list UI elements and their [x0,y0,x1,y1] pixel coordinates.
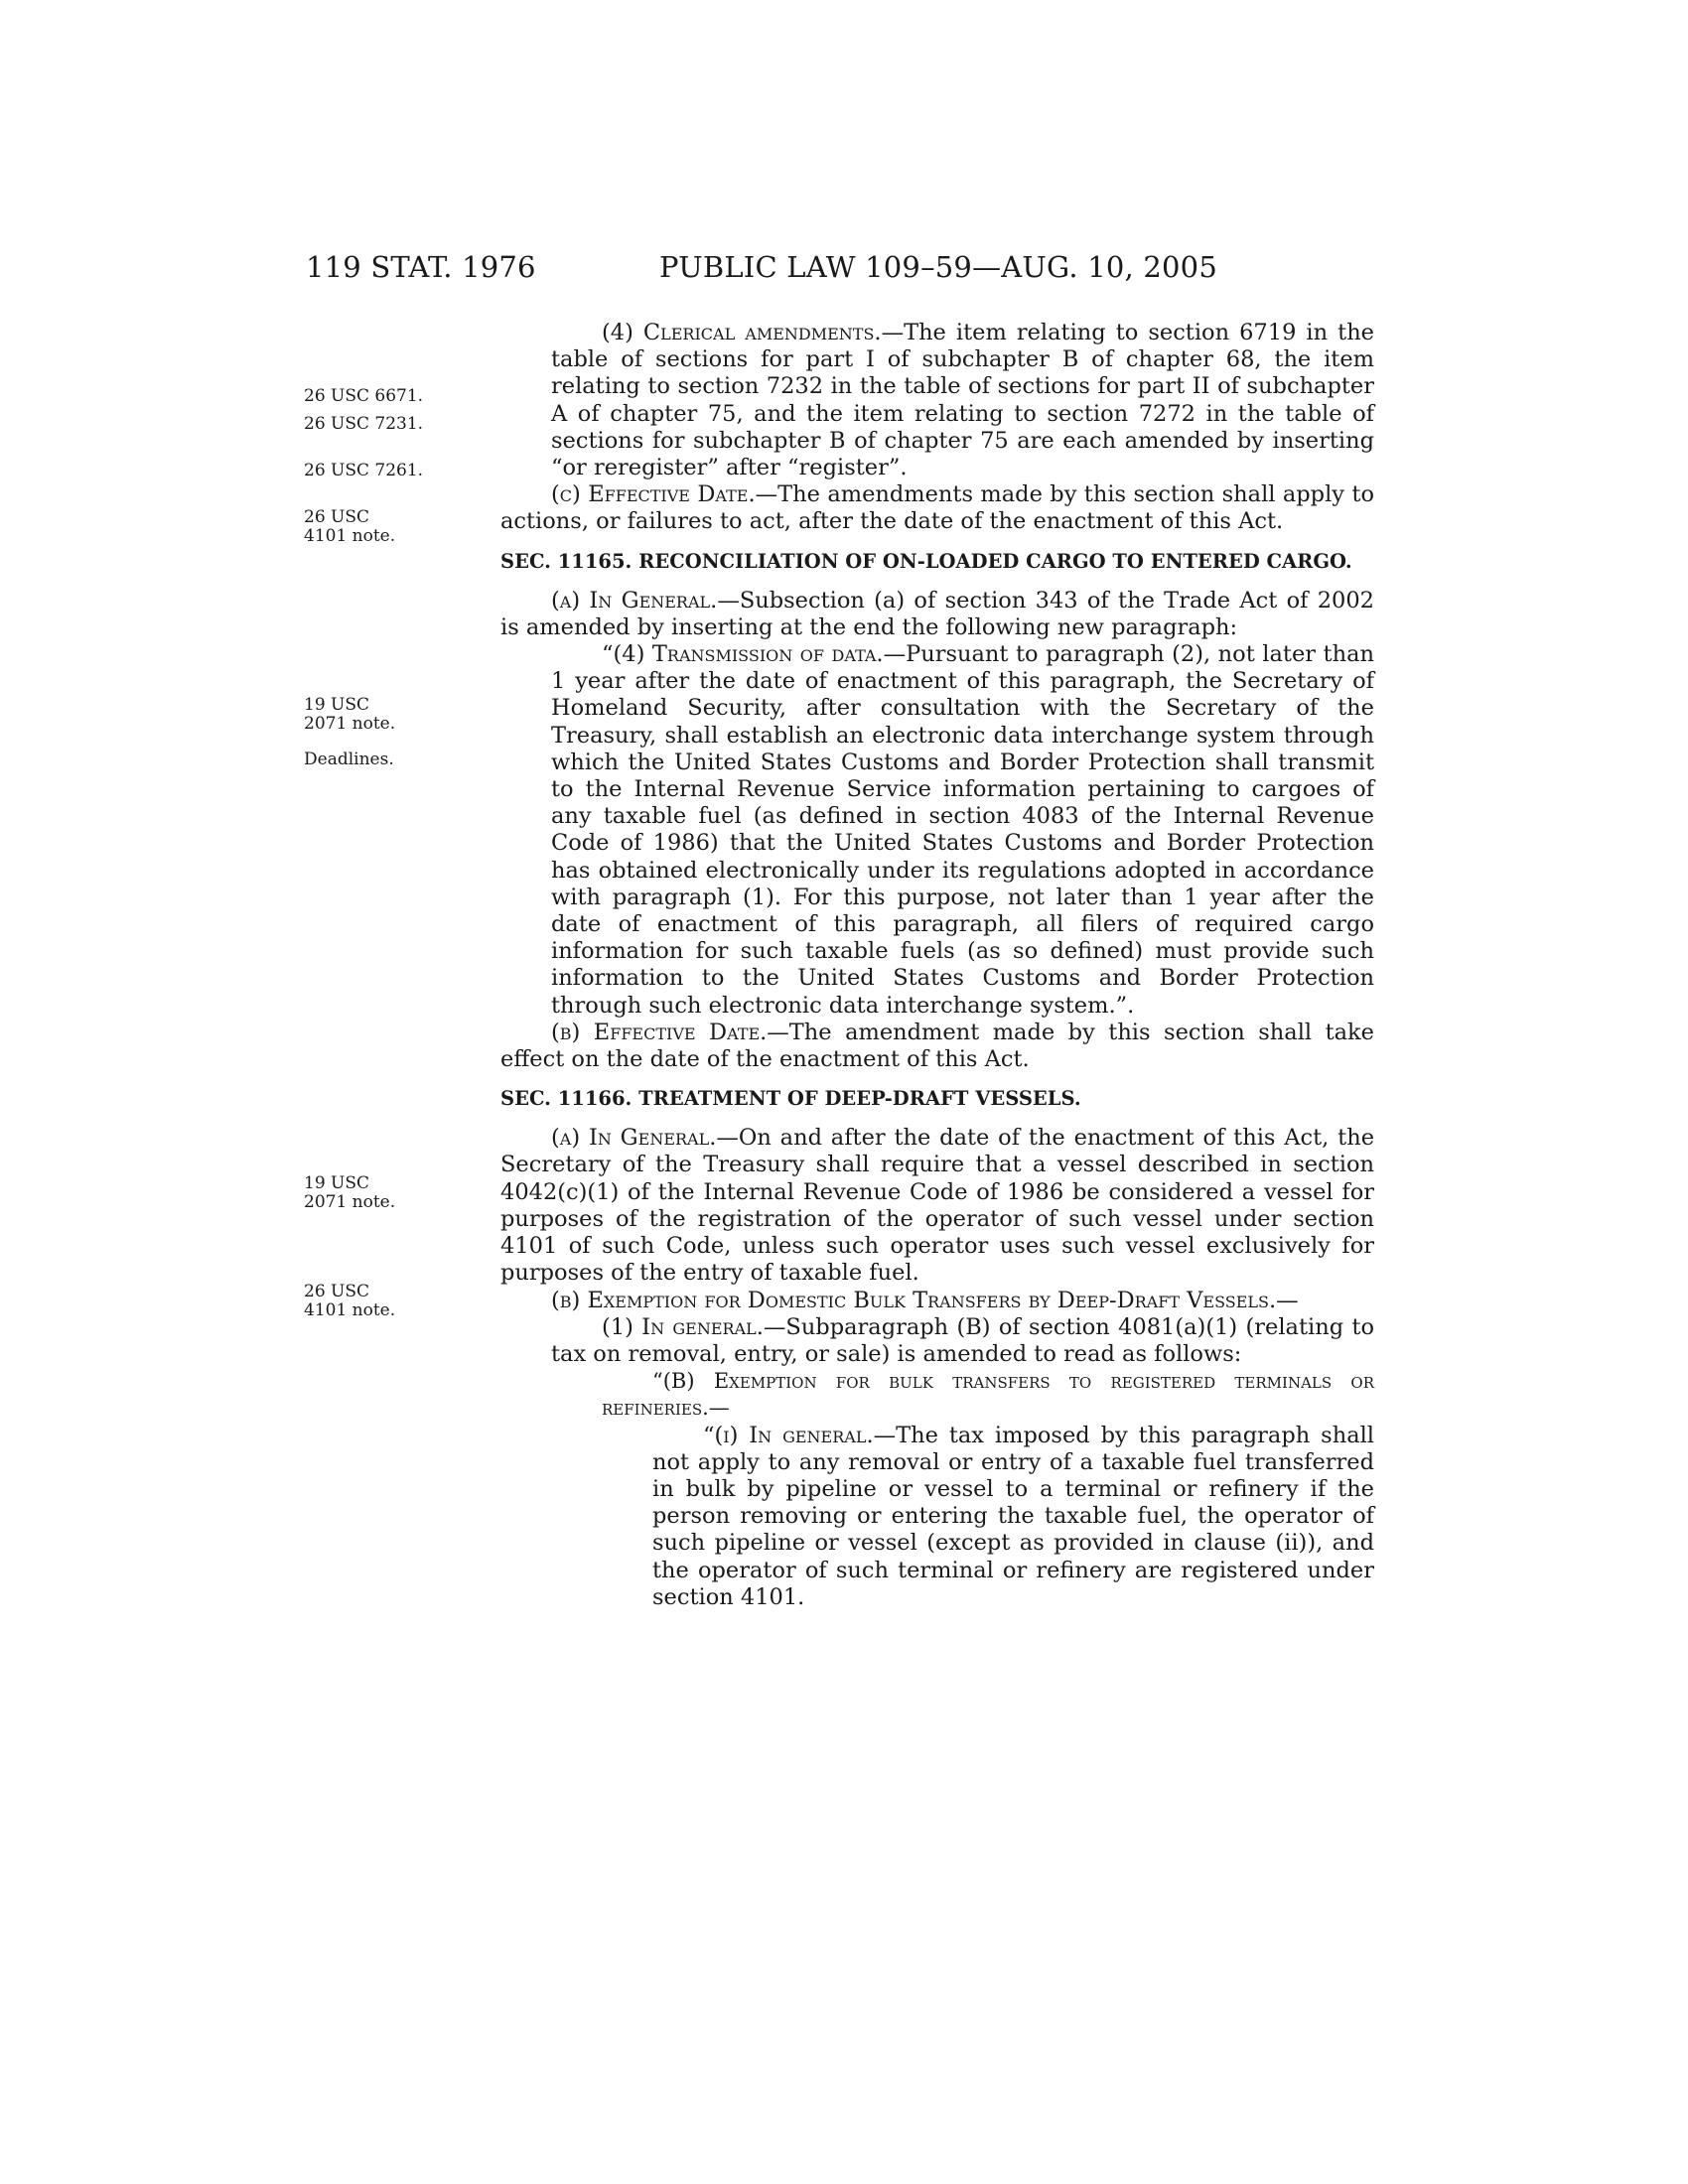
section-heading-11165: SEC. 11165. RECONCILIATION OF ON-LOADED CARGO TO ENTERED CARGO. [500,549,1352,573]
margin-note: 19 USC 2071 note. [304,695,396,734]
paragraph-in-general-a: (a) In General.—Subsection (a) of section 343 of the Trade Act of 2002 is amended by inserting at the end the following new paragraph: [500,587,1374,640]
statute-page-reference: 119 STAT. 1976 [306,250,536,284]
paragraph-exemption-bulk-transfers: “(B) Exemption for bulk transfers to registered terminals or refineries.— [602,1369,1374,1421]
paragraph-in-general-i: “(i) In general.—The tax imposed by this paragraph shall not apply to any removal or entry of a taxable fuel transferred in bulk by pipeline or vessel to a terminal or refinery if the person removing or entering the taxable fuel, the operator of such pipeline or vessel (except as provided in clause (ii)), and the operator of such terminal or refinery are registered under section 4101. [652,1422,1375,1610]
paragraph-in-general-1: (1) In general.—Subparagraph (B) of section 4081(a)(1) (relating to tax on removal, entry, or sale) is amended to read as follows: [551,1313,1374,1367]
margin-note: 19 USC 2071 note. [304,1173,396,1212]
page-header [0,250,1688,290]
paragraph-exemption-domestic-bulk: (b) Exemption for Domestic Bulk Transfers by Deep-Draft Vessels.— [551,1287,1299,1313]
document-body [500,320,1374,1611]
section-heading-11166: SEC. 11166. TREATMENT OF DEEP-DRAFT VESSELS. [500,1087,1081,1111]
paragraph-effective-date-b: (b) Effective Date.—The amendment made by this section shall take effect on the date of the enactment of this Act. [500,1019,1374,1073]
margin-note: 26 USC 7261. [304,461,424,480]
paragraph-clerical-amendments: (4) Clerical amendments.—The item relating to section 6719 in the table of sections for part I of subchapter B of chapter 68, the item relating to section 7232 in the table of sections for part II of subchapter A of chapter 75, and the item relating to section 7272 in the table of sections for subchapter B of chapter 75 are each amended by inserting “or reregister” after “register”. [551,320,1374,481]
paragraph-in-general-deep-draft: (a) In General.—On and after the date of the enactment of this Act, the Secretary of the Treasury shall require that a vessel described in section 4042(c)(1) of the Internal Revenue Code of 1986 be considered a vessel for purposes of the registration of the operator of such vessel under section 4101 of such Code, unless such operator uses such vessel exclusively for purposes of the entry of taxable fuel. [500,1125,1375,1287]
margin-note: 26 USC 4101 note. [304,507,396,546]
paragraph-transmission-of-data: “(4) Transmission of data.—Pursuant to paragraph (2), not later than 1 year after the date of enactment of this paragraph, the Secretary of Homeland Security, after consultation with the Secretary of the Treasury, shall establish an electronic data interchange system through which the United States Customs and Border Protection shall transmit to the Internal Revenue Service information pertaining to cargoes of any taxable fuel (as defined in section 4083 of the Internal Revenue Code of 1986) that the United States Customs and Border Protection has obtained electronically under its regulations adopted in accordance with paragraph (1). For this purpose, not later than 1 year after the date of enactment of this paragraph, all filers of required cargo information for such taxable fuels (as so defined) must provide such information to the United States Customs and Border Protection through such electronic data interchange system.”. [551,641,1374,1019]
margin-note: 26 USC 4101 note. [304,1282,396,1320]
margin-note: 26 USC 6671. [304,386,424,406]
public-law-reference: PUBLIC LAW 109–59—AUG. 10, 2005 [659,250,1217,284]
margin-note: Deadlines. [304,750,394,769]
margin-note: 26 USC 7231. [304,414,424,434]
paragraph-effective-date-c: (c) Effective Date.—The amendments made by this section shall apply to actions, or failures to act, after the date of the enactment of this Act. [500,481,1374,535]
